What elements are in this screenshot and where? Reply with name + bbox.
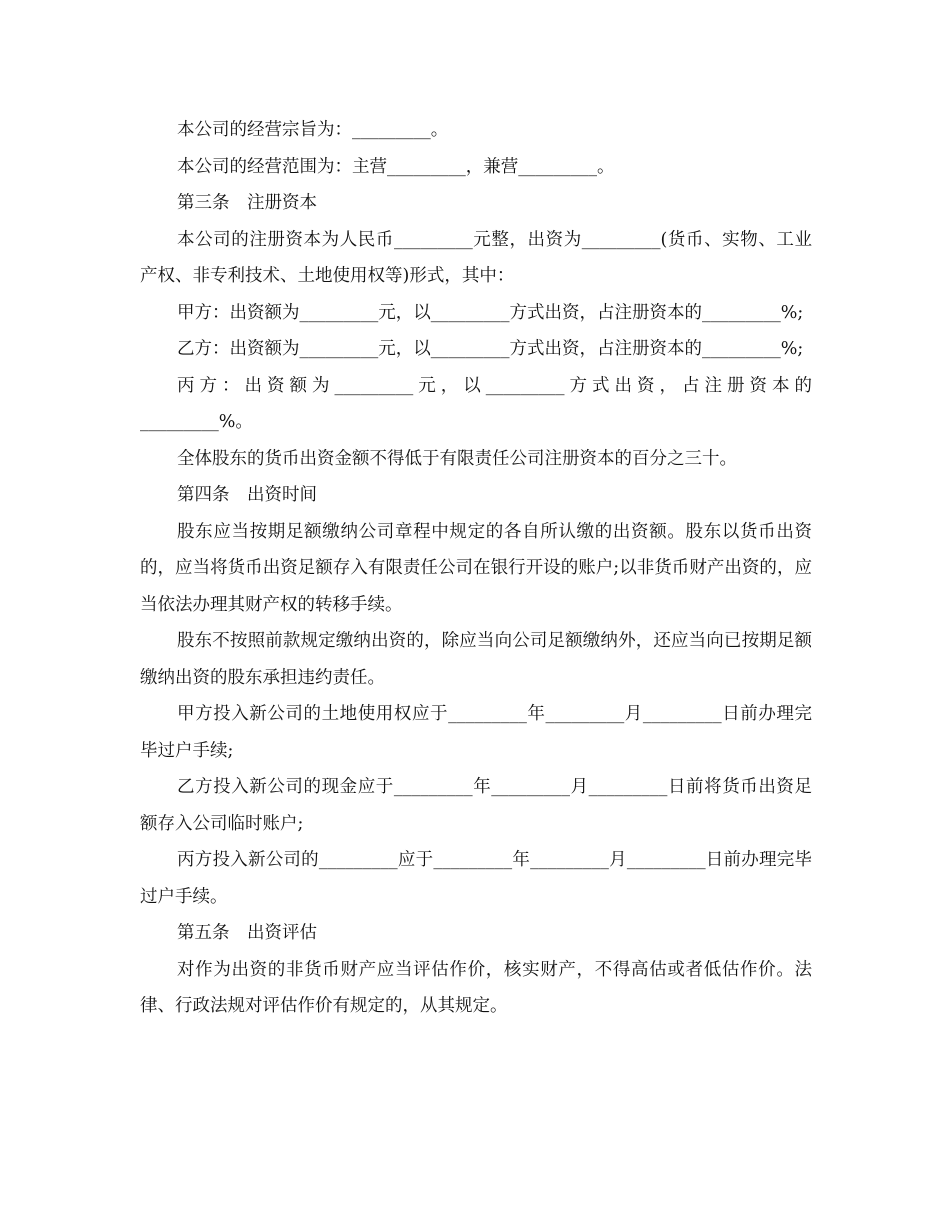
paragraph-party-b-contribution: 乙方：出资额为_________元，以_________方式出资，占注册资本的_________%; [177, 339, 804, 359]
heading-article-3: 第三条 注册资本 [177, 193, 317, 213]
paragraph-payment-obligation: 股东应当按期足额缴纳公司章程中规定的各自所认缴的出资额。股东以货币出资的，应当将货币出资足额存入有限责任公司在银行开设的账户;以非货币财产出资的，应当依法办理其财产权的转移手续。 [140, 521, 812, 615]
paragraph-party-a-land-transfer: 甲方投入新公司的土地使用权应于_________年_________月_________日前办理完毕过户手续; [140, 704, 812, 761]
paragraph-breach-liability: 股东不按照前款规定缴纳出资的，除应当向公司足额缴纳外，还应当向已按期足额缴纳出资的股东承担违约责任。 [140, 631, 812, 688]
paragraph-party-c-contribution: 丙方：出资额为_________元，以_________方式出资，占注册资本的_________%。 [140, 375, 812, 432]
paragraph-party-c-transfer: 丙方投入新公司的_________应于_________年_________月_________日前办理完毕过户手续。 [140, 850, 812, 907]
paragraph-party-b-cash-deposit: 乙方投入新公司的现金应于_________年_________月_________日前将货币出资足额存入公司临时账户; [140, 777, 812, 834]
paragraph-asset-valuation: 对作为出资的非货币财产应当评估作价，核实财产，不得高估或者低估作价。法律、行政法规对评估作价有规定的，从其规定。 [140, 959, 812, 1016]
paragraph-party-a-contribution: 甲方：出资额为_________元，以_________方式出资，占注册资本的_________%; [177, 302, 804, 323]
paragraph-business-scope: 本公司的经营范围为：主营_________，兼营_________。 [177, 156, 615, 177]
paragraph-currency-minimum: 全体股东的货币出资金额不得低于有限责任公司注册资本的百分之三十。 [177, 448, 737, 469]
heading-article-4: 第四条 出资时间 [177, 485, 317, 505]
heading-article-5: 第五条 出资评估 [177, 923, 317, 943]
document-body [140, 112, 812, 1025]
paragraph-registered-capital: 本公司的注册资本为人民币_________元整，出资为_________(货币、实物、工业产权、非专利技术、土地使用权等)形式，其中： [140, 229, 812, 286]
paragraph-business-purpose: 本公司的经营宗旨为：_________。 [177, 120, 449, 140]
